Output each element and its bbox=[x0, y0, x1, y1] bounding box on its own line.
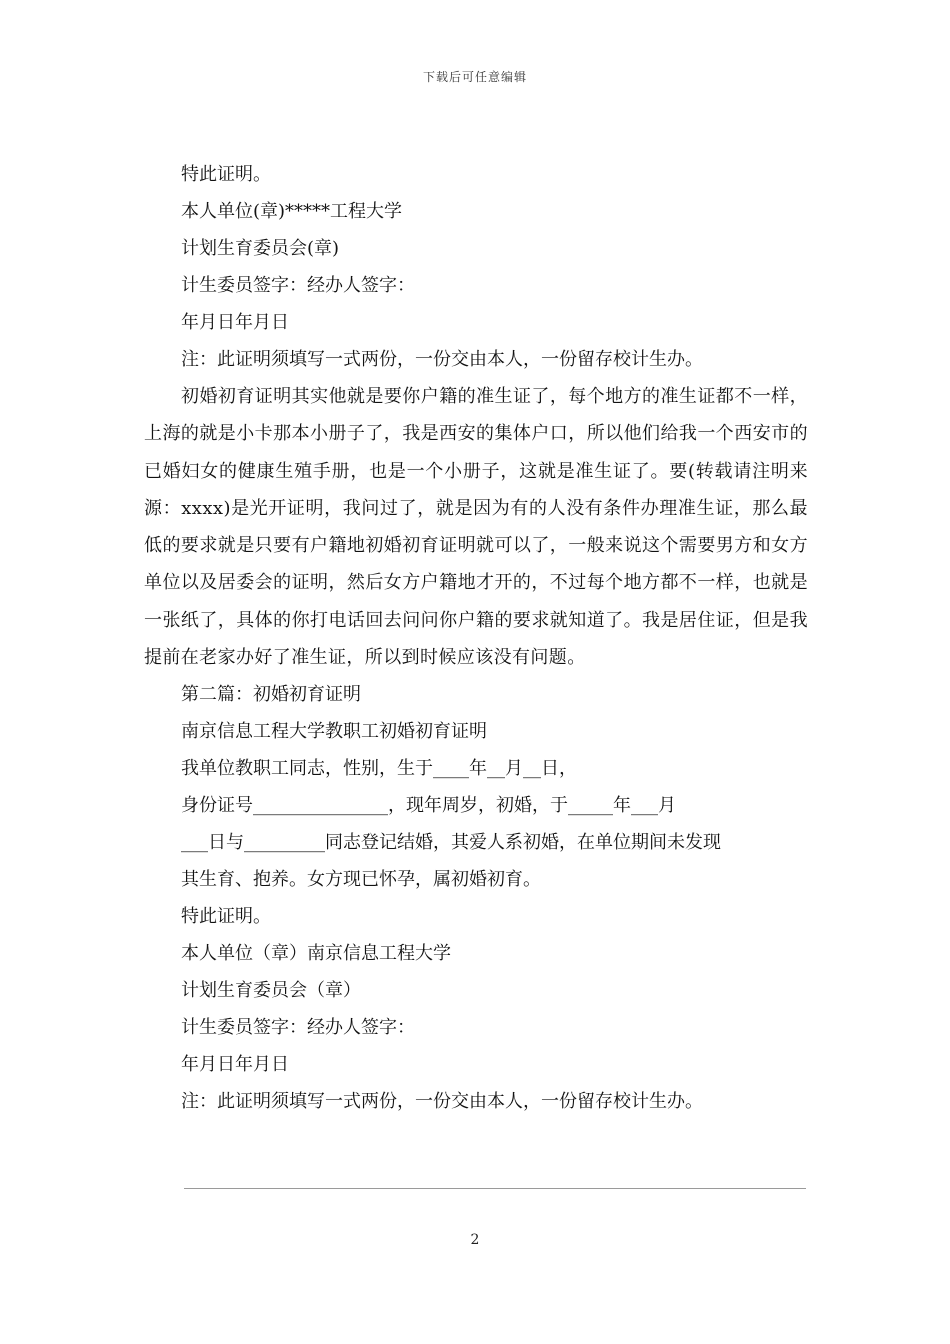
note-line: 注：此证明须填写一式两份，一份交由本人，一份留存校计生办。 bbox=[181, 1091, 703, 1113]
footer-divider bbox=[184, 1188, 806, 1189]
certify-line: 特此证明。 bbox=[181, 164, 271, 185]
certify-line: 特此证明。 bbox=[181, 906, 271, 928]
section-heading: 第二篇：初婚初育证明 bbox=[181, 684, 361, 706]
date-line: 年月日年月日 bbox=[181, 312, 289, 333]
unit-seal-line: 本人单位（章）南京信息工程大学 bbox=[181, 943, 451, 965]
header-note: 下载后可任意编辑 bbox=[422, 70, 527, 84]
form-line-id: 身份证号_______________，现年周岁，初婚，于_____年___月 bbox=[181, 795, 676, 817]
committee-seal-line: 计划生育委员会（章） bbox=[181, 980, 361, 1002]
explanation-paragraph: 初婚初育证明其实他就是要你户籍的准生证了，每个地方的准生证都不一样，上海的就是小卡那本小册子了，我是西安的集体户口，所以他们给我一个西安市的已婚妇女的健康生殖手册，也是一个小册子，这就是准生证了。要(转载请注明来源：xxxx)是光开证明，我问过了，就是因为有的人没有条件办理准生证，那么最低的要求就是只要有户籍地初婚初育证明就可以了，一般来说这个需要男方和女方单位以及居委会的证明，然后女方户籍地才开的，不过每个地方都不一样，也就是一张纸了，具体的你打电话回去问问你户籍的要求就知道了。我是居住证，但是我提前在老家办好了准生证，所以到时候应该没有问题。 bbox=[144, 386, 808, 669]
unit-seal-line: 本人单位(章)*****工程大学 bbox=[181, 201, 403, 222]
form-line-pregnancy: 其生育、抱养。女方现已怀孕，属初婚初育。 bbox=[181, 869, 541, 891]
page-number: 2 bbox=[470, 1232, 480, 1248]
committee-seal-line: 计划生育委员会(章) bbox=[181, 238, 340, 259]
date-line: 年月日年月日 bbox=[181, 1054, 289, 1076]
signature-line: 计生委员签字：经办人签字： bbox=[181, 1017, 415, 1039]
form-line-birth: 我单位教职工同志，性别，生于____年__月__日， bbox=[181, 758, 577, 780]
form-line-marriage: ___日与_________同志登记结婚，其爱人系初婚，在单位期间未发现 bbox=[181, 832, 721, 854]
note-line: 注：此证明须填写一式两份，一份交由本人，一份留存校计生办。 bbox=[181, 349, 703, 370]
certificate-title: 南京信息工程大学教职工初婚初育证明 bbox=[181, 721, 487, 743]
signature-line: 计生委员签字：经办人签字： bbox=[181, 275, 415, 296]
document-body bbox=[144, 156, 808, 1120]
